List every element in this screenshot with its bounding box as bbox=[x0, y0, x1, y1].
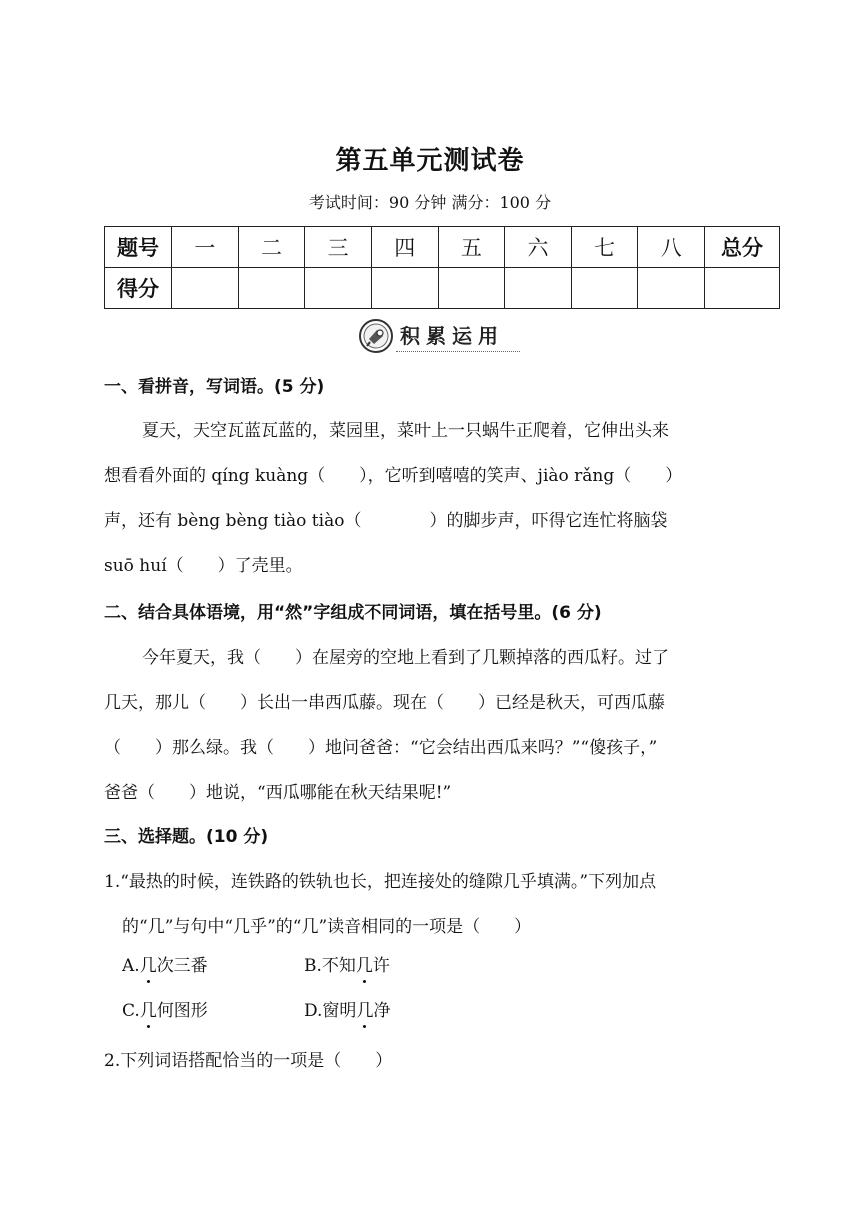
section-1-line: 声，还有 bèng bèng tiào tiào（ ）的脚步声，吓得它连忙将脑袋 bbox=[104, 511, 668, 531]
option-text: 净 bbox=[373, 1001, 391, 1021]
section-2-line: （ ）那么绿。我（ ）地问爸爸：“它会结出西瓜来吗？”“傻孩子，” bbox=[104, 738, 658, 758]
option-b[interactable] bbox=[304, 951, 390, 976]
option-a[interactable] bbox=[122, 951, 208, 976]
section-1-heading: 一、看拼音，写词语。(5 分) bbox=[104, 377, 325, 397]
option-text: 次三番 bbox=[156, 956, 208, 976]
section-1-line: suō huí（ ）了壳里。 bbox=[104, 556, 303, 576]
score-input-cell[interactable] bbox=[505, 268, 572, 309]
section-2-line: 几天，那儿（ ）长出一串西瓜藤。现在（ ）已经是秋天，可西瓜藤 bbox=[104, 693, 665, 713]
score-table-cell: 总分 bbox=[705, 227, 780, 268]
horn-icon bbox=[358, 318, 394, 354]
banner-title: 积累运用 bbox=[400, 324, 504, 348]
section-1-line: 夏天，天空瓦蓝瓦蓝的，菜园里，菜叶上一只蜗牛正爬着，它伸出头来 bbox=[142, 421, 669, 441]
score-table-score-row bbox=[105, 268, 780, 309]
dotted-char: 几 bbox=[140, 951, 157, 976]
score-table-cell: 题号 bbox=[105, 227, 172, 268]
option-prefix: C. bbox=[122, 1001, 140, 1021]
score-input-cell[interactable] bbox=[172, 268, 239, 309]
score-table-cell: 五 bbox=[438, 227, 505, 268]
question-2-line: 2.下列词语搭配恰当的一项是（ ） bbox=[104, 1051, 393, 1071]
section-2-line: 爸爸（ ）地说，“西瓜哪能在秋天结果呢!” bbox=[104, 783, 452, 803]
exam-info: 考试时间：90 分钟 满分：100 分 bbox=[308, 193, 552, 212]
option-prefix: D.窗明 bbox=[304, 1001, 357, 1021]
score-table-cell: 得分 bbox=[105, 268, 172, 309]
section-3-heading: 三、选择题。(10 分) bbox=[104, 827, 269, 847]
banner-underline bbox=[396, 351, 520, 352]
score-table-cell: 八 bbox=[638, 227, 705, 268]
score-table-cell: 一 bbox=[172, 227, 239, 268]
score-input-cell[interactable] bbox=[638, 268, 705, 309]
score-input-cell[interactable] bbox=[371, 268, 438, 309]
dotted-char: 几 bbox=[140, 996, 157, 1021]
section-1-line: 想看看外面的 qíng kuàng（ ），它听到嘻嘻的笑声、jiào rǎng（ ） bbox=[104, 466, 683, 486]
option-text: 许 bbox=[372, 956, 390, 976]
score-table-header-row bbox=[105, 227, 780, 268]
score-table-cell: 四 bbox=[371, 227, 438, 268]
score-table-cell: 七 bbox=[571, 227, 638, 268]
dotted-char: 几 bbox=[356, 996, 373, 1021]
score-table-cell: 三 bbox=[305, 227, 372, 268]
option-d[interactable] bbox=[304, 996, 390, 1021]
score-input-cell[interactable] bbox=[571, 268, 638, 309]
score-table bbox=[104, 226, 780, 309]
section-2-heading: 二、结合具体语境，用“然”字组成不同词语，填在括号里。(6 分) bbox=[104, 603, 602, 623]
score-table-cell: 六 bbox=[505, 227, 572, 268]
section-2-line: 今年夏天，我（ ）在屋旁的空地上看到了几颗掉落的西瓜籽。过了 bbox=[142, 648, 669, 668]
option-text: 何图形 bbox=[156, 1001, 208, 1021]
score-input-cell[interactable] bbox=[705, 268, 780, 309]
score-table-cell: 二 bbox=[238, 227, 305, 268]
score-input-cell[interactable] bbox=[438, 268, 505, 309]
dotted-char: 几 bbox=[356, 951, 373, 976]
question-1-line: 1.“最热的时候，连铁路的铁轨也长，把连接处的缝隙几乎填满。”下列加点 bbox=[104, 872, 657, 892]
question-1-line: 的“几”与句中“几乎”的“几”读音相同的一项是（ ） bbox=[122, 917, 532, 937]
score-input-cell[interactable] bbox=[238, 268, 305, 309]
option-prefix: B.不知 bbox=[304, 956, 356, 976]
score-input-cell[interactable] bbox=[305, 268, 372, 309]
option-prefix: A. bbox=[122, 956, 140, 976]
option-c[interactable] bbox=[122, 996, 208, 1021]
page-title: 第五单元测试卷 bbox=[335, 146, 525, 176]
section-banner bbox=[358, 318, 522, 354]
